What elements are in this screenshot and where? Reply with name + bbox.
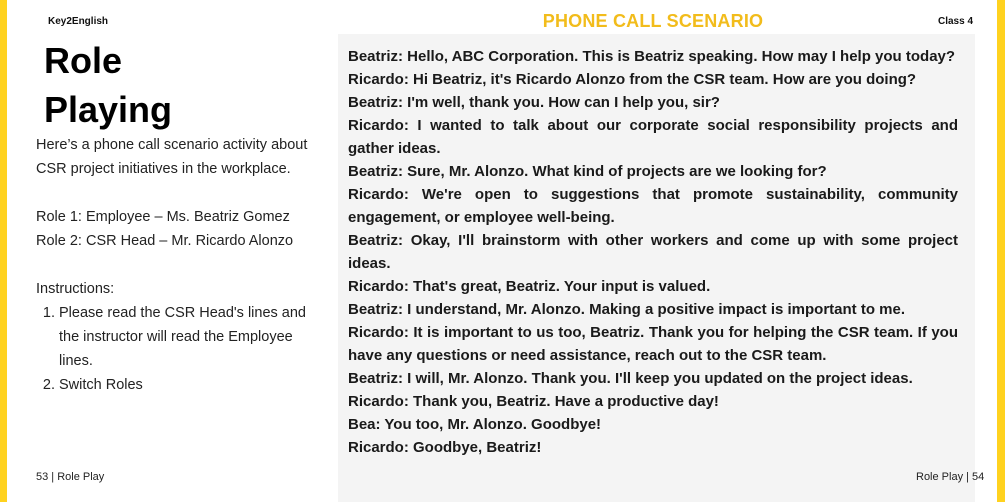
page-title bbox=[44, 36, 172, 134]
intro-text: Here’s a phone call scenario activity about CSR project initiatives in the workplace. bbox=[36, 137, 308, 177]
instruction-item: 2. Switch Roles bbox=[59, 373, 326, 397]
brand-label: Key2English bbox=[48, 16, 109, 27]
instruction-item: 1. Please read the CSR Head's lines and the instructor will read the Employee lines. bbox=[59, 301, 326, 373]
dialogue-line: Ricardo: Thank you, Beatriz. Have a productive day! bbox=[348, 393, 719, 410]
page-footer-left: 53 | Role Play bbox=[36, 471, 105, 483]
dialogue-line: Beatriz: Okay, I'll brainstorm with other workers and come up with some project ideas. bbox=[348, 232, 958, 272]
role-1-text: Role 1: Employee – Ms. Beatriz Gomez bbox=[36, 209, 290, 225]
dialogue-line: Ricardo: Hi Beatriz, it's Ricardo Alonzo from the CSR team. How are you doing? bbox=[348, 71, 917, 88]
page-footer-right: Role Play | 54 bbox=[916, 471, 985, 483]
dialogue-line: Beatriz: I will, Mr. Alonzo. Thank you. I'll keep you updated on the project ideas. bbox=[348, 370, 913, 387]
instructions-list bbox=[36, 301, 326, 397]
dialogue-line: Ricardo: That's great, Beatriz. Your input is valued. bbox=[348, 278, 711, 295]
dialogue-script bbox=[348, 45, 958, 459]
dialogue-line: Ricardo: I wanted to talk about our corporate social responsibility projects and gather ideas. bbox=[348, 117, 958, 157]
page-title-line1: Role bbox=[44, 40, 123, 81]
dialogue-line: Bea: You too, Mr. Alonzo. Goodbye! bbox=[348, 416, 602, 433]
dialogue-line: Ricardo: Goodbye, Beatriz! bbox=[348, 439, 542, 456]
intro-section bbox=[36, 133, 326, 397]
dialogue-line: Ricardo: It is important to us too, Beatriz. Thank you for helping the CSR team. If you have any questions or need assistance, reach out to the CSR team. bbox=[348, 324, 958, 364]
dialogue-line: Beatriz: Hello, ABC Corporation. This is Beatriz speaking. How may I help you today? bbox=[348, 48, 956, 65]
class-label: Class 4 bbox=[938, 16, 974, 27]
page-title-line2: Playing bbox=[44, 89, 173, 130]
right-yellow-border bbox=[997, 0, 1005, 502]
dialogue-line: Ricardo: We're open to suggestions that promote sustainability, community engagement, or employee well-being. bbox=[348, 186, 958, 226]
scenario-title: PHONE CALL SCENARIO bbox=[542, 11, 764, 31]
dialogue-line: Beatriz: I'm well, thank you. How can I help you, sir? bbox=[348, 94, 720, 111]
left-yellow-border bbox=[0, 0, 7, 502]
dialogue-line: Beatriz: I understand, Mr. Alonzo. Making a positive impact is important to me. bbox=[348, 301, 906, 318]
instructions-label: Instructions: bbox=[36, 281, 115, 297]
role-2-text: Role 2: CSR Head – Mr. Ricardo Alonzo bbox=[36, 233, 294, 249]
dialogue-line: Beatriz: Sure, Mr. Alonzo. What kind of projects are we looking for? bbox=[348, 163, 827, 180]
